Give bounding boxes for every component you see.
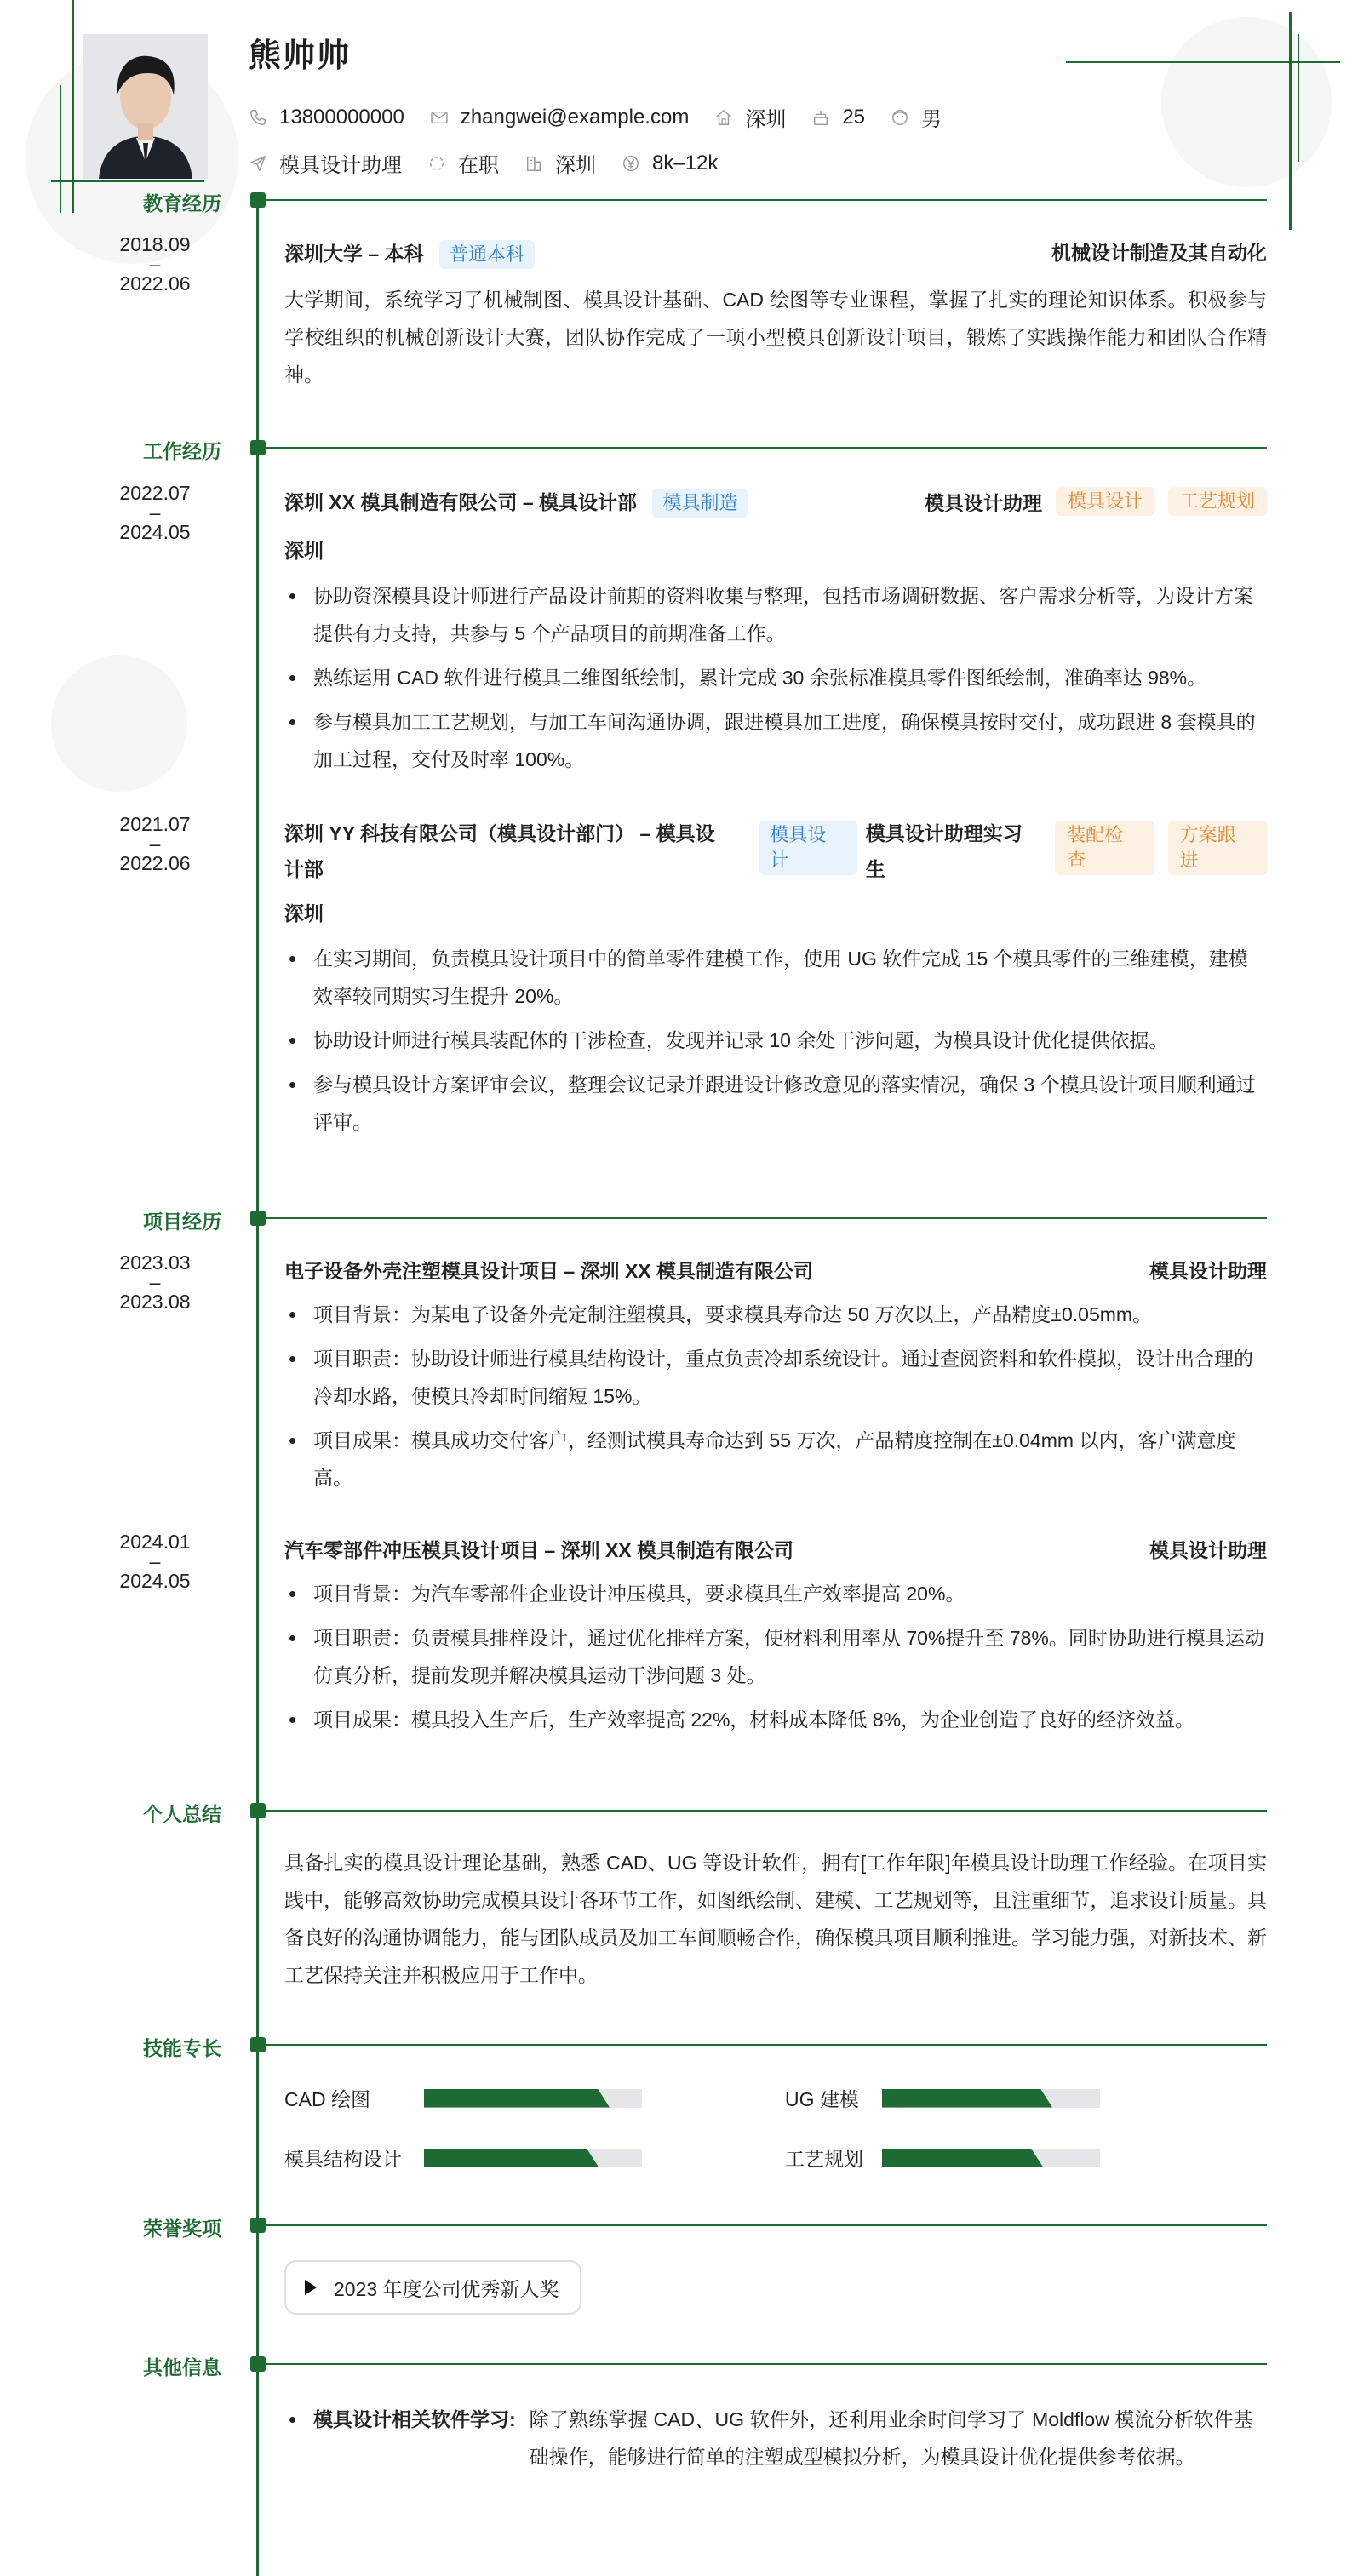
decor-line-right-v2 bbox=[1298, 34, 1299, 162]
avatar-photo-icon bbox=[83, 34, 208, 179]
section-marker-awards bbox=[250, 2218, 266, 2233]
work-2-entry bbox=[284, 816, 1267, 1148]
skill-label: CAD 绘图 bbox=[284, 2088, 370, 2110]
skill-bar bbox=[424, 2089, 642, 2108]
phone-icon bbox=[249, 108, 267, 127]
work-2-role-tag-2: 方案跟 进 bbox=[1168, 821, 1267, 875]
intent-row bbox=[249, 148, 743, 178]
section-divider-projects bbox=[266, 1217, 1267, 1219]
decor-circle-left-mid bbox=[51, 655, 187, 792]
education-major: 机械设计制造及其自动化 bbox=[1051, 242, 1267, 264]
skill-label: UG 建模 bbox=[785, 2088, 859, 2110]
status-text: 在职 bbox=[458, 154, 499, 177]
status-item bbox=[427, 148, 499, 178]
list-item: 在实习期间，负责模具设计项目中的简单零件建模工作，使用 UG 软件完成 15 个模具零件的三维建模，建模效率较同期实习生提升 20%。 bbox=[284, 940, 1267, 1015]
salary-item bbox=[622, 152, 718, 175]
project-1-date: 2023.03 – 2023.08 bbox=[119, 1251, 191, 1313]
gender-icon bbox=[891, 108, 909, 127]
contact-row bbox=[249, 102, 967, 132]
phone-item bbox=[249, 106, 404, 129]
section-divider-work bbox=[266, 447, 1267, 449]
phone-text: 13800000000 bbox=[279, 105, 404, 129]
work-2-city: 深圳 bbox=[284, 902, 324, 924]
skill-item-ug bbox=[785, 2084, 1100, 2112]
award-item bbox=[284, 2260, 581, 2315]
status-icon bbox=[427, 154, 446, 173]
work-2-role-tag-1: 装配检 查 bbox=[1055, 821, 1154, 875]
section-title-education: 教育经历 bbox=[143, 192, 221, 215]
list-item: 项目职责：负责模具排样设计，通过优化排样方案，使材料利用率从 70%提升至 78%。同时协助进行模具运动仿真分析，提前发现并解决模具运动干涉问题 3 处。 bbox=[284, 1619, 1267, 1694]
work-1-role: 模具设计助理 bbox=[924, 491, 1042, 514]
location-text: 深圳 bbox=[745, 108, 787, 131]
send-icon bbox=[249, 154, 267, 173]
skill-item-cad bbox=[284, 2084, 642, 2112]
project-2-date: 2024.01 – 2024.05 bbox=[119, 1531, 191, 1592]
list-item: 协助设计师进行模具装配体的干涉检查，发现并记录 10 余处干涉问题，为模具设计优化提供依据。 bbox=[284, 1022, 1267, 1059]
section-marker-work bbox=[250, 440, 266, 455]
age-text: 25 bbox=[842, 105, 866, 129]
summary-text: 具备扎实的模具设计理论基础，熟悉 CAD、UG 等设计软件，拥有[工作年限]年模具设计助理工作经验。在项目实践中，能够高效协助完成模具设计各环节工作，如图纸绘制、建模、工艺规划等，且注重细节，追求设计质量。具备良好的沟通协调能力，能与团队成员及加工车间顺畅合作，确保模具项目顺利推进。学习能力强，对新技术、新工艺保持关注并积极应用于工作中。 bbox=[284, 1852, 1267, 1986]
age-item bbox=[811, 106, 865, 129]
location-item bbox=[714, 102, 786, 132]
work-2-role: 模具设计助理实习 生 bbox=[865, 822, 1023, 880]
section-title-other: 其他信息 bbox=[143, 2356, 221, 2379]
project-2-bullets bbox=[284, 1575, 1267, 1738]
section-marker-education bbox=[250, 192, 266, 208]
money-icon bbox=[622, 154, 640, 173]
skill-item-process bbox=[785, 2144, 1100, 2172]
cake-icon bbox=[811, 108, 830, 127]
project-2-entry bbox=[284, 1536, 1267, 1745]
project-1-bullets bbox=[284, 1296, 1267, 1497]
work-1-tag: 模具制造 bbox=[652, 489, 748, 518]
section-title-summary: 个人总结 bbox=[143, 1803, 221, 1825]
section-divider-skills bbox=[266, 2044, 1267, 2046]
bullet-dot-icon bbox=[289, 2417, 295, 2423]
salary-text: 8k–12k bbox=[652, 151, 719, 175]
list-item: 项目职责：协助设计师进行模具结构设计，重点负责冷却系统设计。通过查阅资料和软件模拟，设计出合理的冷却水路，使模具冷却时间缩短 15%。 bbox=[284, 1340, 1267, 1415]
work-1-city: 深圳 bbox=[284, 540, 324, 562]
job-target-item bbox=[249, 148, 402, 178]
candidate-name: 熊帅帅 bbox=[249, 38, 352, 74]
skill-item-structure bbox=[284, 2144, 642, 2172]
education-date: 2018.09 – 2022.06 bbox=[119, 233, 191, 295]
list-item: 熟练运用 CAD 软件进行模具二维图纸绘制，累计完成 30 余张标准模具零件图纸绘制，准确率达 98%。 bbox=[284, 659, 1267, 696]
list-item: 项目背景：为某电子设备外壳定制注塑模具，要求模具寿命达 50 万次以上，产品精度±0.05mm。 bbox=[284, 1296, 1267, 1333]
section-divider-summary bbox=[266, 1810, 1267, 1812]
work-2-company: 深圳 YY 科技有限公司（模具设计部门） – 模具设 计部 bbox=[284, 822, 715, 880]
project-2-role: 模具设计助理 bbox=[1149, 1539, 1267, 1561]
decor-line-right-v bbox=[1289, 12, 1292, 230]
decor-circle-right-top bbox=[1161, 17, 1332, 187]
project-1-title: 电子设备外壳注塑模具设计项目 – 深圳 XX 模具制造有限公司 bbox=[284, 1260, 814, 1282]
section-marker-summary bbox=[250, 1803, 266, 1818]
skill-bar bbox=[882, 2089, 1100, 2108]
award-text: 2023 年度公司优秀新人奖 bbox=[334, 2277, 559, 2300]
list-item: 参与模具加工工艺规划，与加工车间沟通协调，跟进模具加工进度，确保模具按时交付，成功跟进 8 套模具的加工过程，交付及时率 100%。 bbox=[284, 703, 1267, 778]
email-icon bbox=[430, 110, 449, 125]
project-2-title: 汽车零部件冲压模具设计项目 – 深圳 XX 模具制造有限公司 bbox=[284, 1539, 794, 1561]
work-1-entry bbox=[284, 487, 1267, 785]
section-title-work: 工作经历 bbox=[143, 440, 221, 462]
work-1-role-tag-2: 工艺规划 bbox=[1168, 487, 1267, 516]
project-1-entry bbox=[284, 1257, 1267, 1503]
other-entry bbox=[284, 2401, 1267, 2476]
skill-bar bbox=[882, 2149, 1100, 2167]
work-1-date: 2022.07 – 2024.05 bbox=[119, 482, 191, 543]
section-divider-awards bbox=[266, 2224, 1267, 2226]
gender-item bbox=[891, 102, 942, 132]
section-title-skills: 技能专长 bbox=[143, 2037, 221, 2059]
gender-text: 男 bbox=[921, 108, 942, 131]
home-icon bbox=[714, 108, 733, 127]
avatar bbox=[83, 34, 208, 179]
list-item: 项目成果：模具投入生产后，生产效率提高 22%，材料成本降低 8%，为企业创造了良好的经济效益。 bbox=[284, 1701, 1267, 1738]
target-city-text: 深圳 bbox=[555, 154, 596, 177]
decor-line-left-v2 bbox=[60, 85, 61, 213]
education-tag: 普通本科 bbox=[439, 240, 535, 269]
education-school: 深圳大学 – 本科 bbox=[284, 243, 424, 265]
education-desc: 大学期间，系统学习了机械制图、模具设计基础、CAD 绘图等专业课程，掌握了扎实的理论知识体系。积极参与学校组织的机械创新设计大赛，团队协作完成了一项小型模具创新设计项目，锻炼了实践操作能力和团队合作精神。 bbox=[284, 289, 1267, 386]
section-divider-other bbox=[266, 2363, 1267, 2365]
section-marker-other bbox=[250, 2356, 266, 2372]
section-divider-education bbox=[266, 199, 1267, 201]
email-text: zhangwei@example.com bbox=[460, 105, 690, 129]
work-2-date: 2021.07 – 2022.06 bbox=[119, 813, 191, 874]
section-title-awards: 荣誉奖项 bbox=[143, 2218, 221, 2240]
section-title-projects: 项目经历 bbox=[143, 1211, 221, 1233]
list-item: 协助资深模具设计师进行产品设计前期的资料收集与整理，包括市场调研数据、客户需求分析等，为设计方案提供有力支持，共参与 5 个产品项目的前期准备工作。 bbox=[284, 577, 1267, 652]
section-marker-skills bbox=[250, 2037, 266, 2052]
work-2-bullets bbox=[284, 940, 1267, 1141]
other-label: 模具设计相关软件学习: bbox=[313, 2408, 516, 2430]
decor-line-left-h bbox=[51, 180, 204, 182]
work-1-bullets bbox=[284, 577, 1267, 778]
work-1-role-tag-1: 模具设计 bbox=[1056, 487, 1154, 516]
list-item: 参与模具设计方案评审会议，整理会议记录并跟进设计修改意见的落实情况，确保 3 个模具设计项目顺利通过评审。 bbox=[284, 1066, 1267, 1141]
job-target-text: 模具设计助理 bbox=[279, 154, 402, 177]
building-icon bbox=[524, 154, 543, 173]
triangle-right-icon bbox=[305, 2280, 317, 2295]
list-item: 项目成果：模具成功交付客户，经测试模具寿命达到 55 万次，产品精度控制在±0.04mm 以内，客户满意度高。 bbox=[284, 1422, 1267, 1497]
education-entry bbox=[284, 238, 1267, 393]
skill-label: 工艺规划 bbox=[785, 2148, 863, 2170]
other-text: 除了熟练掌握 CAD、UG 软件外，还利用业余时间学习了 Moldflow 模流分析软件基础操作，能够进行简单的注塑成型模拟分析，为模具设计优化提供参考依据。 bbox=[529, 2408, 1253, 2468]
target-city-item bbox=[524, 148, 596, 178]
email-item bbox=[430, 106, 690, 129]
skill-label: 模具结构设计 bbox=[284, 2148, 402, 2170]
list-item: 项目背景：为汽车零部件企业设计冲压模具，要求模具生产效率提高 20%。 bbox=[284, 1575, 1267, 1612]
work-1-company: 深圳 XX 模具制造有限公司 – 模具设计部 bbox=[284, 491, 638, 513]
section-marker-projects bbox=[250, 1211, 266, 1226]
work-2-tag: 模具设 计 bbox=[759, 821, 856, 875]
project-1-role: 模具设计助理 bbox=[1149, 1260, 1267, 1282]
skill-bar bbox=[424, 2149, 642, 2167]
